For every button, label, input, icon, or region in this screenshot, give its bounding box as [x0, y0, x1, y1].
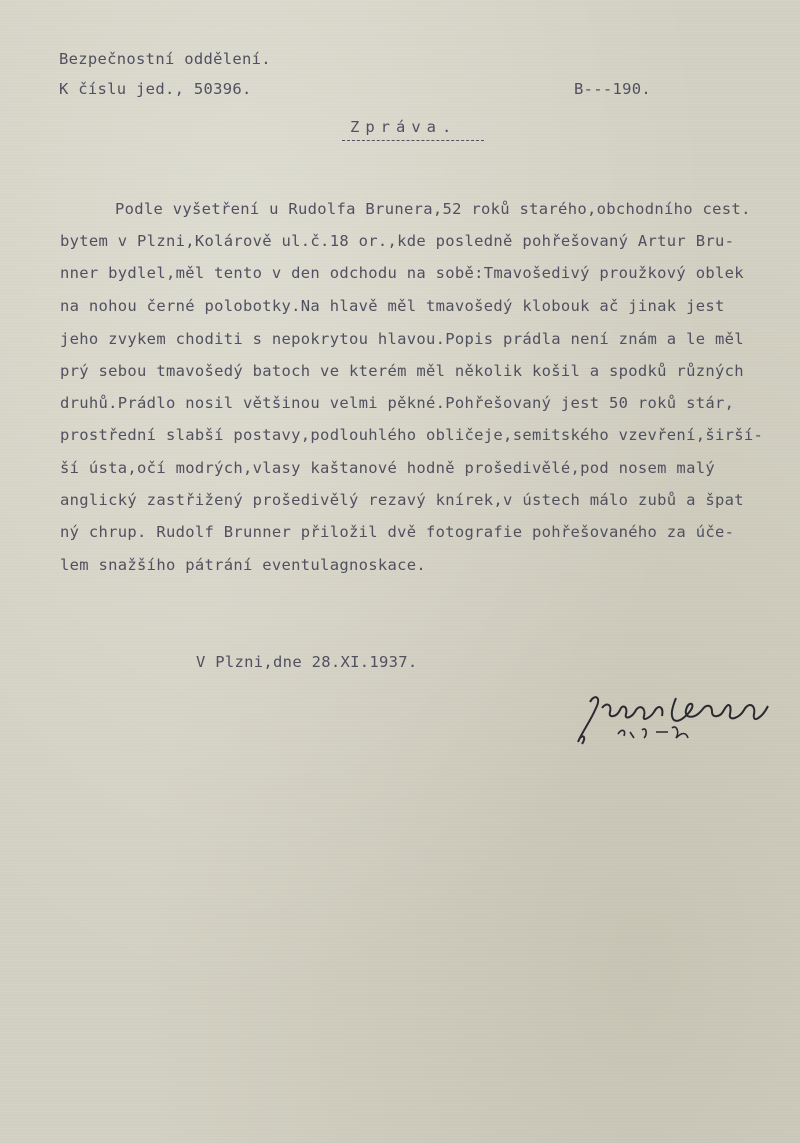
handwritten-signature: [572, 688, 777, 748]
body-line: nner bydlel,měl tento v den odchodu na sobě:Tmavošedivý proužkový oblek: [60, 264, 744, 282]
body-line: ný chrup. Rudolf Brunner přiložil dvě fotografie pohřešovaného za úče-: [60, 523, 735, 541]
body-line: prostřední slabší postavy,podlouhlého obličeje,semitského vzevření,širší-: [60, 426, 764, 444]
date-line: V Plzni,dne 28.XI.1937.: [196, 653, 418, 671]
document-code: B---190.: [574, 80, 652, 98]
reference-number: K číslu jed., 50396.: [59, 80, 252, 98]
body-line: Podle vyšetření u Rudolfa Brunera,52 roků starého,obchodního cest.: [115, 200, 751, 218]
body-line: prý sebou tmavošedý batoch ve kterém měl několik košil a spodků různých: [60, 362, 744, 380]
body-line: jeho zvykem choditi s nepokrytou hlavou.Popis prádla není znám a le měl: [60, 330, 744, 348]
body-line: lem snažšího pátrání eventulagnoskace.: [60, 556, 427, 574]
title-underline: [342, 140, 484, 141]
body-line: bytem v Plzni,Kolárově ul.č.18 or.,kde posledně pohřešovaný Artur Bru-: [60, 232, 735, 250]
document-title: Zpráva.: [350, 118, 458, 136]
department-header: Bezpečnostní oddělení.: [59, 50, 271, 68]
body-line: na nohou černé polobotky.Na hlavě měl tmavošedý klobouk ač jinak jest: [60, 297, 725, 315]
body-line: ší ústa,očí modrých,vlasy kaštanové hodně prošedivělé,pod nosem malý: [60, 459, 715, 477]
body-line: druhů.Prádlo nosil většinou velmi pěkné.Pohřešovaný jest 50 roků stár,: [60, 394, 735, 412]
body-line: anglický zastřižený prošedivělý rezavý knírek,v ústech málo zubů a špat: [60, 491, 744, 509]
